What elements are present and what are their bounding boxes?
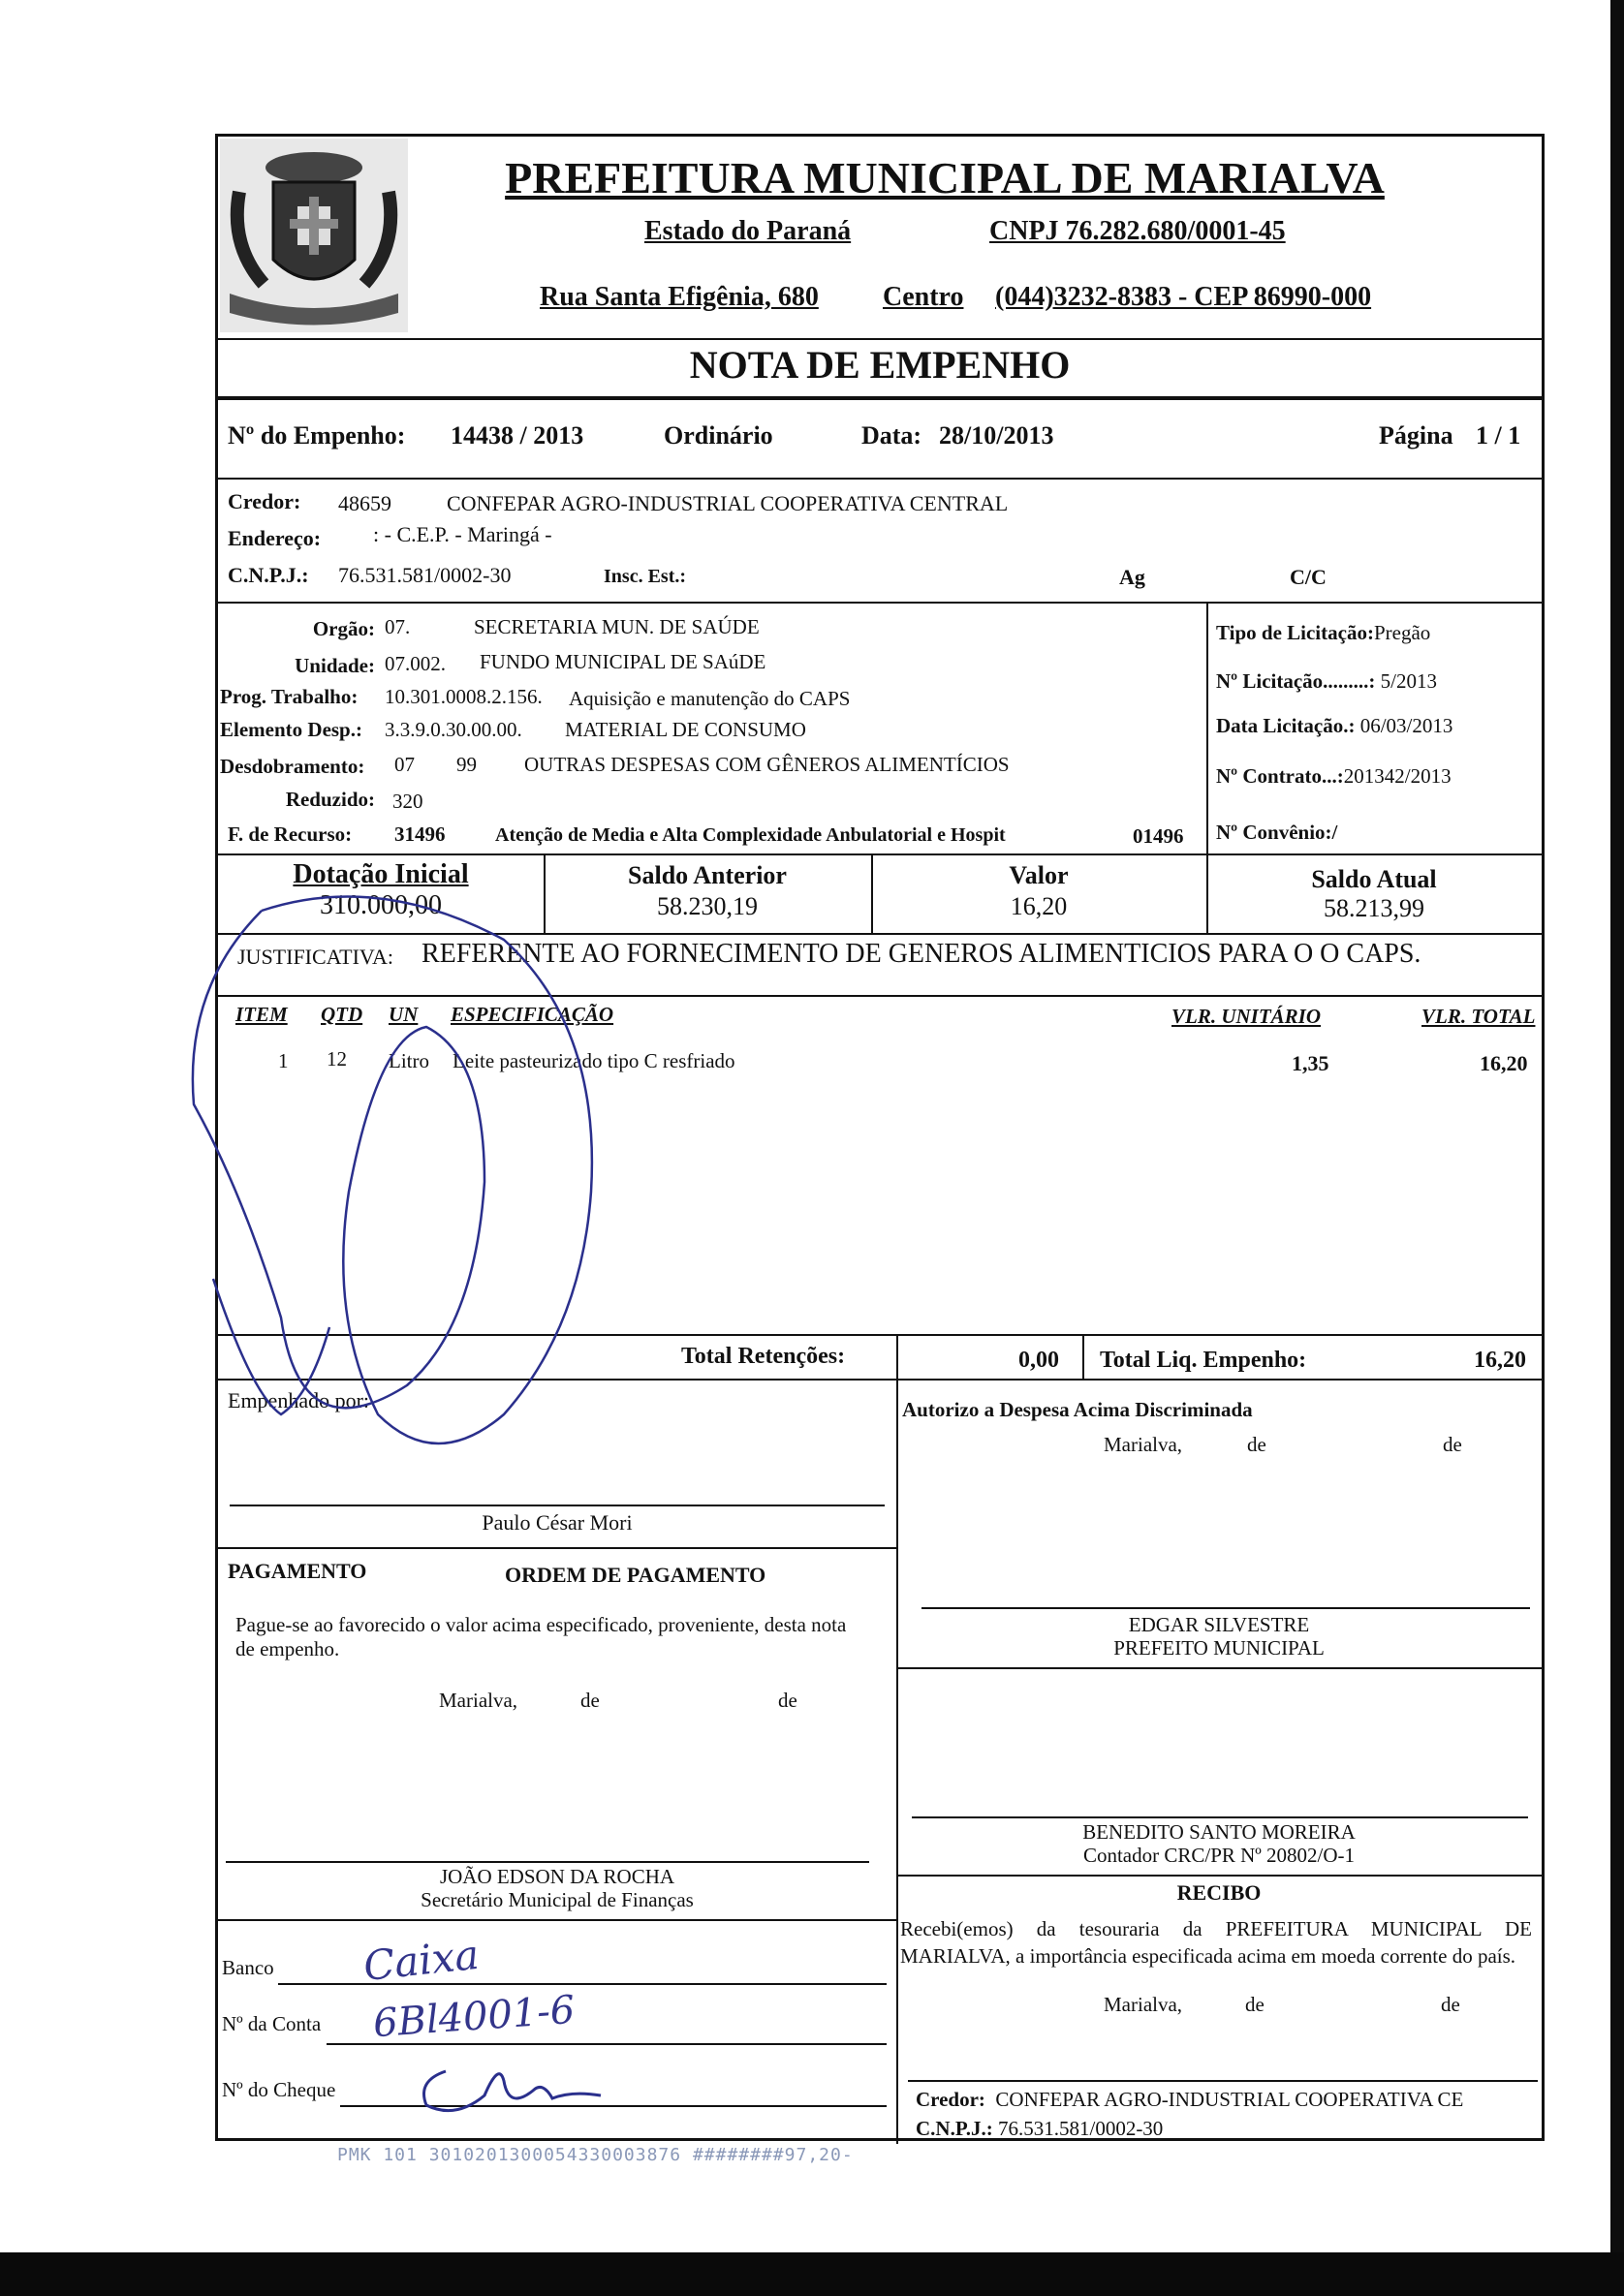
empenho-date-label: Data: [861,421,922,450]
de-1a: de [580,1689,600,1712]
scan-edge-bottom [0,2252,1624,2296]
empenhado-name: Paulo César Mori [482,1510,633,1535]
recibo-credor-label: Credor: [916,2088,985,2111]
recibo-credor-name: CONFEPAR AGRO-INDUSTRIAL COOPERATIVA CE [995,2088,1464,2111]
desdobramento-name: OUTRAS DESPESAS COM GÊNEROS ALIMENTÍCIOS [524,753,1010,776]
reduzido-value: 320 [392,790,423,813]
contrato [1216,764,1452,789]
unidade-name: FUNDO MUNICIPAL DE SAúDE [480,650,766,673]
empenho-type: Ordinário [664,421,773,450]
licitacao-data [1216,714,1452,738]
valor-label: Valor [1009,861,1069,889]
banco-label: Banco [222,1956,274,1979]
divider [218,396,1542,400]
divider [896,1334,898,1379]
recibo-cnpj-value: 76.531.581/0002-30 [997,2117,1164,2140]
recibo-cnpj-label: C.N.P.J.: [916,2117,993,2140]
prog-code: 10.301.0008.2.156. [385,685,543,708]
divider [218,478,1542,480]
prog-name: Aquisição e manutenção do CAPS [569,687,851,710]
empenhado-label: Empenhado por: [228,1388,370,1412]
secretary-name: JOÃO EDSON DA ROCHA [439,1865,675,1888]
prog-label: Prog. Trabalho: [220,685,359,708]
cc-label: C/C [1290,565,1327,589]
recibo-credor [916,2088,1463,2112]
prefeitura-cnpj: CNPJ 76.282.680/0001-45 [989,216,1286,246]
saldo-anterior-value: 58.230,19 [657,892,758,920]
col-item: ITEM [235,1003,288,1026]
valor-value: 16,20 [1010,892,1068,920]
desdobramento-subcode: 99 [456,753,477,776]
divider [218,1919,896,1921]
col-total-value: VLR. TOTAL [1421,1005,1536,1028]
scan-edge-right [1610,0,1624,2296]
mayor-title: PREFEITO MUNICIPAL [1113,1636,1325,1660]
signature-line [921,1607,1530,1609]
saldo-atual-value: 58.213,99 [1324,894,1424,922]
orgao-code: 07. [385,615,411,638]
retencoes-value: 0,00 [1018,1348,1059,1373]
divider [896,1667,1542,1669]
divider [218,602,1542,604]
orgao-name: SECRETARIA MUN. DE SAÚDE [474,615,760,638]
credor-address: : - C.E.P. - Maringá - [373,522,552,546]
licitacao-data-label: Data Licitação.: [1216,714,1356,737]
recibo-cnpj [916,2117,1163,2141]
elemento-code: 3.3.9.0.30.00.00. [385,718,522,741]
col-spec: ESPECIFICAÇÃO [451,1003,614,1026]
saldo-atual-label: Saldo Atual [1311,865,1437,893]
saldo-anterior-label: Saldo Anterior [628,861,787,889]
item-unit-value: 1,35 [1292,1051,1329,1075]
recurso-name: Atenção de Media e Alta Complexidade Anbulatorial e Hospit [495,824,1006,846]
mayor-name: EDGAR SILVESTRE [1128,1613,1310,1636]
recurso-code-2: 01496 [1133,824,1184,848]
footer-code: PMK 101 3010201300054330003876 ########97,20- [337,2145,854,2165]
page-label: Página [1379,421,1453,450]
accountant-name: BENEDITO SANTO MOREIRA [1082,1820,1356,1844]
divider [218,338,1542,340]
total-liquido-label: Total Liq. Empenho: [1100,1348,1307,1373]
district: Centro [883,282,964,312]
divider [218,1547,896,1549]
handwritten-banco: Caixa [360,1930,482,1991]
secretary-title: Secretário Municipal de Finanças [421,1888,694,1911]
de-3b: de [1441,1993,1460,2016]
city-date-2: Marialva, [1104,1433,1183,1456]
col-qtd: QTD [321,1003,363,1026]
retencoes-label: Total Retenções: [681,1344,846,1369]
justificativa-label: JUSTIFICATIVA: [237,945,393,969]
justificativa-text: REFERENTE AO FORNECIMENTO DE GENEROS ALIMENTICIOS PARA O O CAPS. [422,939,1421,969]
unidade-label: Unidade: [295,654,375,677]
phone-cep: (044)3232-8383 - CEP 86990-000 [995,282,1372,312]
item-total-value: 16,20 [1480,1051,1528,1075]
total-liquido-value: 16,20 [1474,1348,1526,1373]
recurso-code: 31496 [394,822,446,846]
empenho-date: 28/10/2013 [939,421,1054,450]
contrato-value: 201342/2013 [1343,764,1452,788]
de-3a: de [1245,1993,1265,2016]
insc-label: Insc. Est.: [604,566,687,587]
divider [896,1379,898,2144]
credor-name: CONFEPAR AGRO-INDUSTRIAL COOPERATIVA CENTRAL [447,491,1009,515]
reduzido-label: Reduzido: [285,788,375,811]
divider [218,853,1542,855]
licitacao-numero-value: 5/2013 [1380,669,1437,693]
dotacao-value: 310.000,00 [320,890,442,920]
coat-of-arms-icon [220,139,408,332]
recibo-text: Recebi(emos) da tesouraria da PREFEITURA MUNICIPAL DE MARIALVA, a importância especificada acima em moeda corrente do país. [900,1917,1532,1968]
licitacao-data-value: 06/03/2013 [1359,714,1453,737]
signature-line [226,1861,869,1863]
elemento-label: Elemento Desp.: [220,718,362,741]
elemento-name: MATERIAL DE CONSUMO [565,718,806,741]
ag-label: Ag [1119,565,1145,589]
empenho-number: 14438 / 2013 [451,421,584,450]
item-number: 1 [278,1049,289,1072]
pagamento-label: PAGAMENTO [228,1559,367,1583]
de-1b: de [778,1689,797,1712]
signature-line [912,1816,1528,1818]
licitacao-tipo-value: Pregão [1373,621,1431,644]
page-title: PREFEITURA MUNICIPAL DE MARIALVA [505,153,1385,202]
divider [1082,1334,1084,1379]
recibo-label: RECIBO [1176,1880,1262,1905]
handwritten-signature [184,872,630,1473]
document-title: NOTA DE EMPENHO [689,343,1071,387]
cheque-label: Nº do Cheque [222,2078,336,2101]
cnpj-label: C.N.P.J.: [228,563,309,587]
page-number: 1 / 1 [1476,421,1521,450]
item-spec: Leite pasteurizado tipo C resfriado [453,1049,735,1072]
credor-cnpj: 76.531.581/0002-30 [338,563,512,587]
desdobramento-code: 07 [394,753,415,776]
credor-code: 48659 [338,491,391,515]
signature-line [230,1505,885,1506]
contrato-label: Nº Contrato...: [1216,764,1344,788]
state-label: Estado do Paraná [644,216,852,246]
address-label: Endereço: [228,526,322,550]
credor-label: Credor: [228,489,301,513]
licitacao-numero [1216,669,1437,694]
item-un: Litro [389,1049,429,1072]
city-date-3: Marialva, [1104,1993,1183,2016]
ordem-pagamento-label: ORDEM DE PAGAMENTO [505,1563,766,1587]
item-qtd: 12 [327,1047,347,1070]
autorizo-label: Autorizo a Despesa Acima Discriminada [902,1398,1253,1421]
dotacao-label: Dotação Inicial [293,859,469,889]
de-2b: de [1443,1433,1462,1456]
desdobramento-label: Desdobramento: [220,755,365,778]
convenio-label: Nº Convênio:/ [1216,821,1338,844]
pague-text: Pague-se ao favorecido o valor acima especificado, proveniente, desta nota de empenho. [235,1613,847,1660]
orgao-label: Orgão: [312,617,375,640]
unidade-code: 07.002. [385,652,446,675]
recurso-label: F. de Recurso: [228,822,353,846]
street-address: Rua Santa Efigênia, 680 [540,282,819,312]
city-date-1: Marialva, [439,1689,518,1712]
licitacao-tipo-label: Tipo de Licitação: [1216,621,1374,644]
accountant-title: Contador CRC/PR Nº 20802/O-1 [1082,1844,1356,1867]
handwritten-conta: 6Bl4001-6 [371,1987,577,2047]
handwritten-cheque-signature [407,2052,620,2120]
empenho-number-label: Nº do Empenho: [228,421,406,450]
divider [896,1875,1542,1877]
de-2a: de [1247,1433,1266,1456]
signature-line [908,2080,1538,2082]
licitacao-numero-label: Nº Licitação.........: [1216,669,1376,693]
col-un: UN [389,1003,419,1026]
licitacao-tipo [1216,621,1430,645]
conta-label: Nº da Conta [222,2012,322,2035]
col-unit-value: VLR. UNITÁRIO [1171,1005,1322,1028]
divider [1206,602,1208,853]
